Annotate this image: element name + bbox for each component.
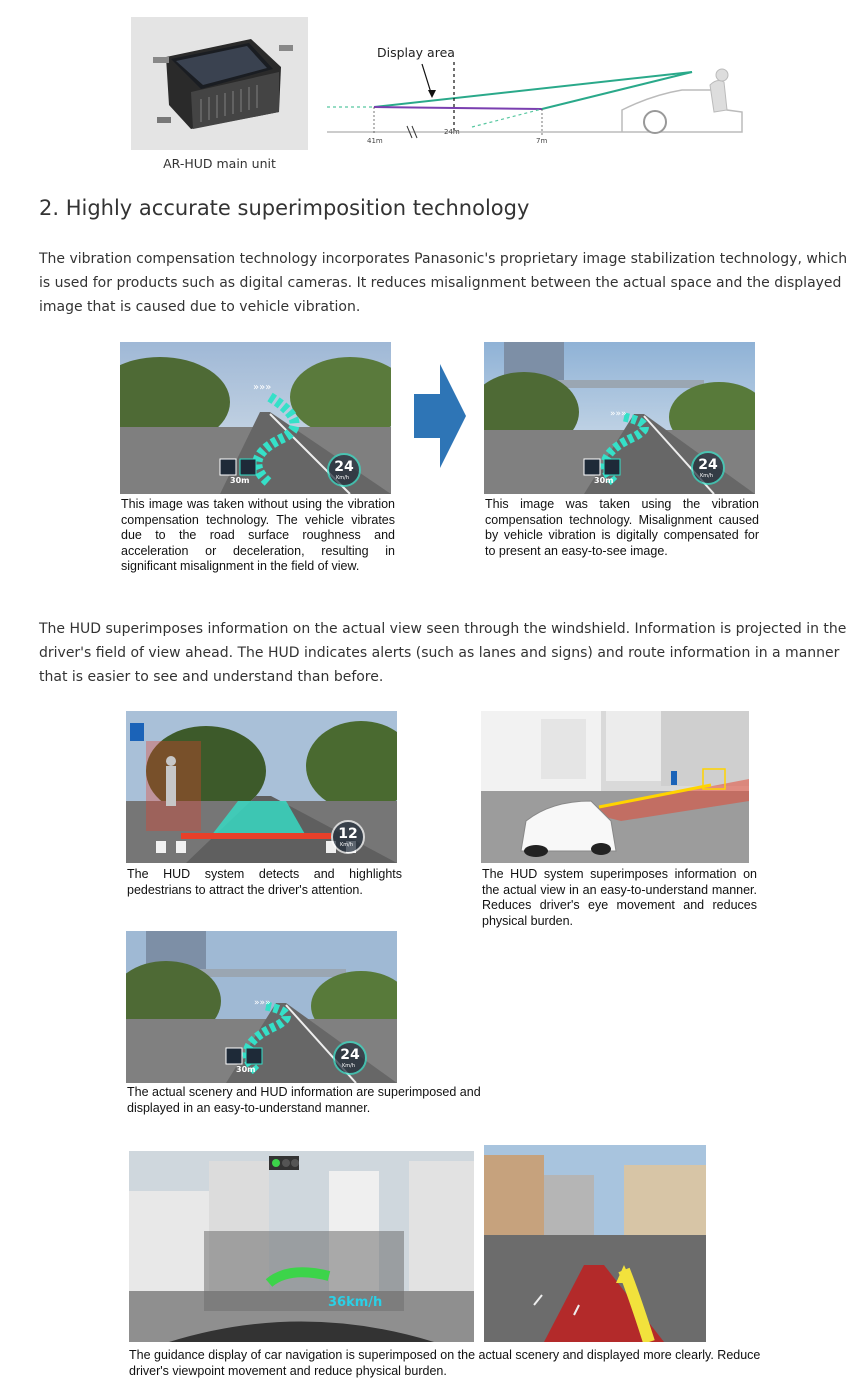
hud-speed-unit: Km/h bbox=[336, 475, 350, 481]
ar-hud-unit-photo bbox=[131, 17, 308, 150]
hud-distance-label: 30m bbox=[236, 1065, 256, 1074]
section-title: 2. Highly accurate superimposition technology bbox=[39, 196, 530, 220]
intro-paragraph: The vibration compensation technology incorporates Panasonic's proprietary image stabilization technology, which is used for products such as digital cameras. It reduces misalignment between the actual space and the displayed image that is caused due to vehicle vibration. bbox=[39, 251, 848, 315]
distance-41-label: 41m bbox=[367, 137, 383, 145]
hud-photo-without-compensation bbox=[120, 342, 391, 494]
caption-without-compensation: This image was taken without using the vibration compensation technology. The vehicle vibrates due to the road surface roughness and acceleration or deceleration, resulting in significant misalignment in the field of view. bbox=[121, 497, 395, 573]
hud-speed-36: 36km/h bbox=[328, 1295, 383, 1310]
hud-speed-unit: Km/h bbox=[340, 842, 354, 848]
caption-superimpose: The HUD system superimposes information on the actual view in an easy-to-understand manner. Reduces driver's eye movement and reduces physical burden. bbox=[482, 867, 757, 928]
caption-guidance: The guidance display of car navigation is superimposed on the actual scenery and displayed more clearly. Reduce driver's viewpoint movement and reduce physical burden. bbox=[129, 1348, 761, 1378]
arrow-right-icon bbox=[414, 364, 466, 468]
navigation-guidance-photo-right bbox=[484, 1145, 706, 1342]
hud-speed-value: 24 bbox=[340, 1047, 360, 1063]
superimposition-render-photo bbox=[481, 711, 749, 863]
svg-text:»»»: »»» bbox=[253, 382, 272, 393]
scenery-hud-photo bbox=[126, 931, 397, 1083]
hud-distance-label: 30m bbox=[594, 476, 614, 485]
hud-photo-with-compensation bbox=[484, 342, 755, 494]
hud-speed-value: 12 bbox=[338, 826, 358, 842]
hud-speed-value: 24 bbox=[334, 459, 354, 475]
caption-with-compensation: This image was taken using the vibration compensation technology. Misalignment caused by vehicle vibration is digitally compensated for to present an easy-to-see image. bbox=[485, 497, 759, 558]
caption-pedestrian: The HUD system detects and highlights pedestrians to attract the driver's attention. bbox=[127, 867, 402, 897]
hud-distance-label: 30m bbox=[230, 476, 250, 485]
unit-caption: AR-HUD main unit bbox=[163, 156, 276, 171]
hud-speed-unit: Km/h bbox=[342, 1063, 356, 1069]
caption-scenery: The actual scenery and HUD information are superimposed and displayed in an easy-to-understand manner. bbox=[127, 1085, 481, 1115]
svg-text:»»»: »»» bbox=[254, 998, 271, 1008]
distance-24-label: 24m bbox=[444, 128, 460, 136]
hud-description-paragraph: The HUD superimposes information on the actual view seen through the windshield. Information is projected in the driver's field of view ahead. The HUD indicates alerts (such as lanes and signs) and route information in a manner that is easier to see and understand than before. bbox=[39, 621, 847, 685]
hud-speed-unit: Km/h bbox=[700, 473, 714, 479]
svg-text:»»»: »»» bbox=[610, 409, 627, 419]
display-area-diagram bbox=[322, 40, 752, 150]
pedestrian-detection-photo bbox=[126, 711, 397, 863]
distance-7-label: 7m bbox=[536, 137, 548, 145]
hud-speed-value: 24 bbox=[698, 457, 718, 473]
display-area-label: Display area bbox=[377, 45, 455, 60]
navigation-guidance-photo-left bbox=[129, 1151, 474, 1342]
